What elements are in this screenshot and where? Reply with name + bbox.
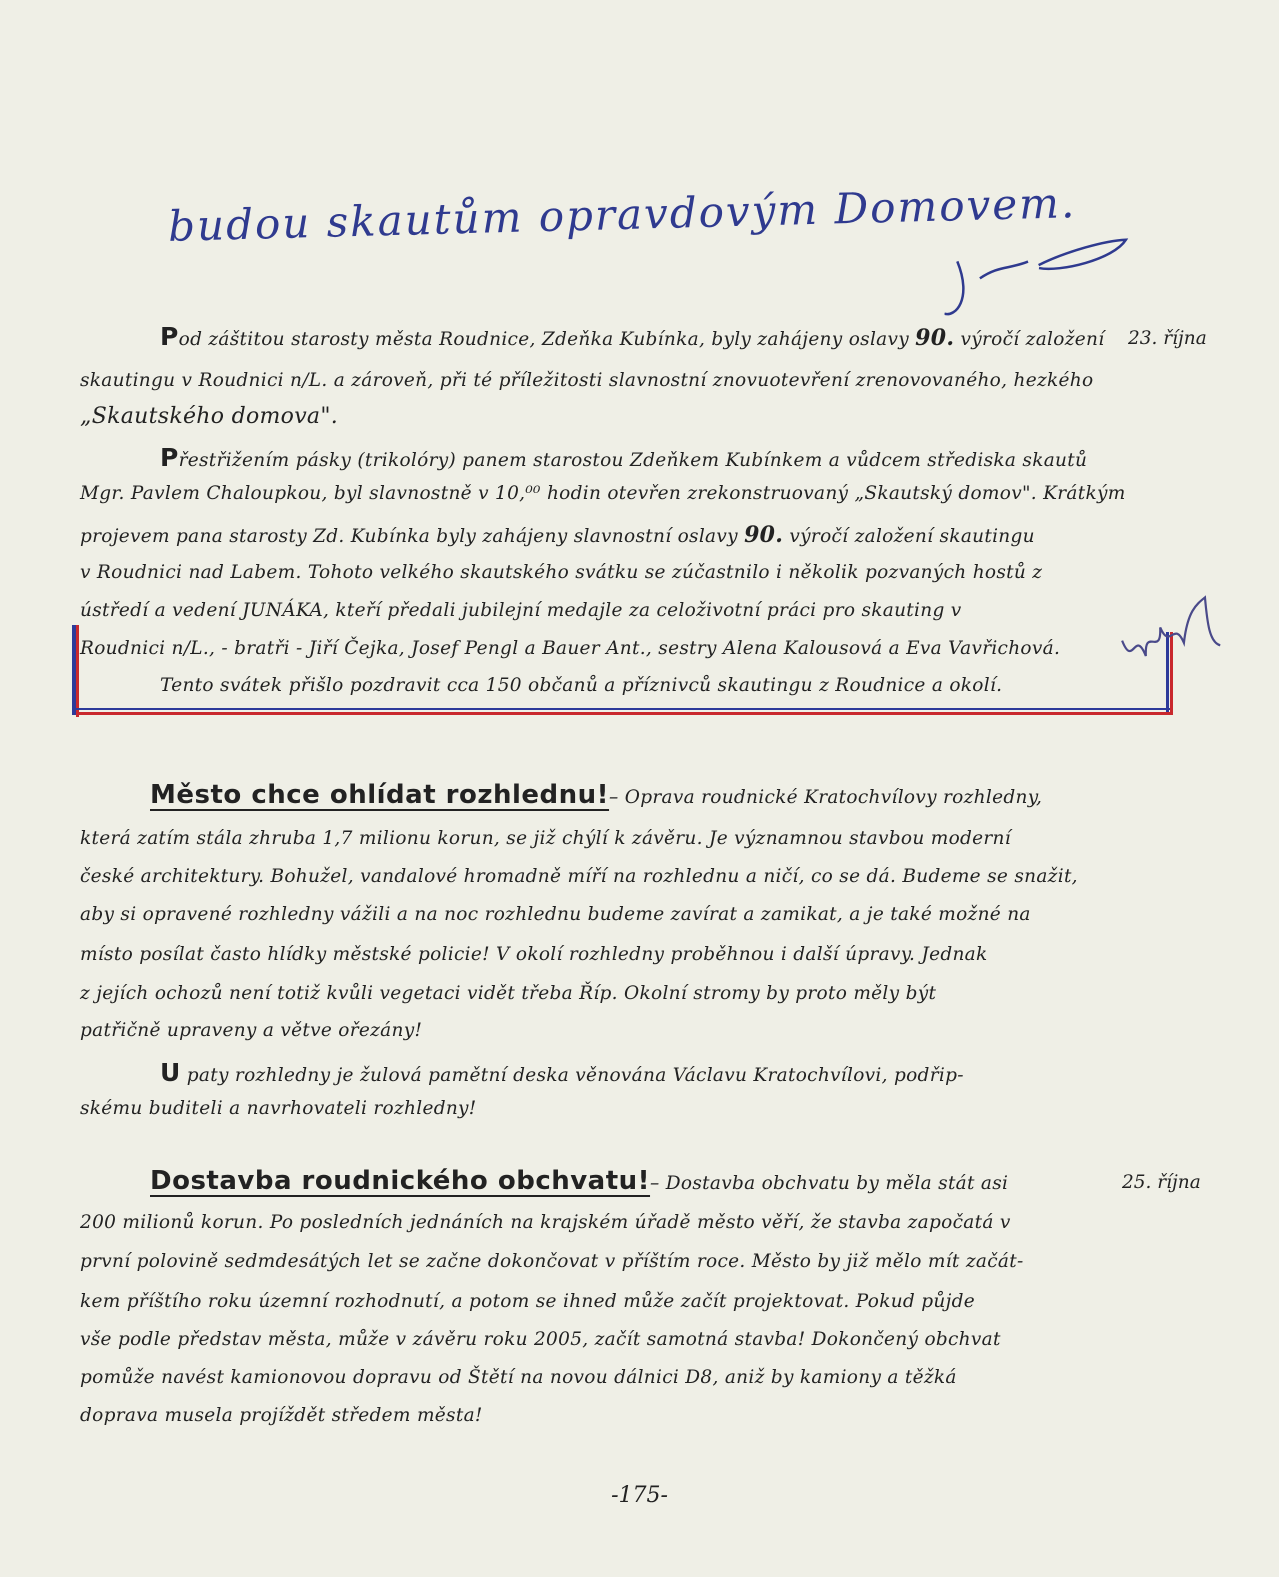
s2-line-4: kem příštího roku územní rozhodnutí, a potom se ihned může začít projektovat. Pokud půjde [80,1291,976,1312]
p2-line-3 [80,522,1190,548]
p2-line-2: Mgr. Pavlem Chaloupkou, byl slavnostně v 10,⁰⁰ hodin otevřen zrekonstruovaný „Skautský domov". Krátkým [80,483,1126,504]
s2-line-5: vše podle představ města, může v závěru roku 2005, začít samotná stavba! Dokončený obchvat [80,1329,1001,1350]
frame-red-left [76,625,79,717]
p2-line-1 [160,443,1270,472]
p2-line-6: Roudnici n/L., - bratři - Jiří Čejka, Josef Pengl a Bauer Ant., sestry Alena Kalousová a Eva Vavřichová. [80,638,1061,659]
s1-line-2: která zatím stála zhruba 1,7 milionu korun, se již chýlí k závěru. Je významnou stavbou moderní [80,828,1011,849]
p1-line-2: skautingu v Roudnici n/L. a zároveň, při té příležitosti slavnostní znovuotevření zrenovovaného, hezkého [80,370,1094,391]
handwritten-note: budou skautům opravdovým Domovem. [167,178,1077,251]
p1-line-1 [160,322,1270,351]
s2-line-2: 200 milionů korun. Po posledních jednáních na krajském úřadě město věří, že stavba započatá v [80,1212,1011,1233]
s1-heading: Město chce ohlídat rozhlednu! [150,780,610,810]
p2-text-1: řestřižením pásky (trikolóry) panem starostou Zdeňkem Kubínkem a vůdcem střediska skautů [178,450,1088,471]
p1-text-1: od záštitou starosty města Roudnice, Zdeňka Kubínka, byly zahájeny oslavy [178,329,916,350]
s1-line-9: skému buditeli a navrhovateli rozhledny! [80,1098,477,1119]
p2-initial: P [160,443,179,472]
s2-heading: Dostavba roudnického obchvatu! [150,1166,651,1196]
p1-text-1b: výročí založení [954,329,1105,350]
p2-line-5: ústředí a vedení JUNÁKA, kteří předali jubilejní medajle za celoživotní práci pro skauting v [80,600,962,621]
s1-text-8: paty rozhledny je žulová pamětní deska věnována Václavu Kratochvílovi, podřip- [180,1065,964,1086]
date-1: 23. října [1128,328,1207,349]
s2-line-7: doprava musela projíždět středem města! [80,1405,483,1426]
p2-number: 90. [744,522,784,548]
s1-line-5: místo posílat často hlídky městské policie! V okolí rozhledny proběhnou i další úpravy. Jednak [80,944,988,965]
p1-line-3: „Skautského domova". [80,404,339,429]
p2-text-3a: projevem pana starosty Zd. Kubínka byly zahájeny slavnostní oslavy [80,526,745,547]
s1-line-6: z jejích ochozů není totiž kvůli vegetaci vidět třeba Říp. Okolní stromy by proto měly být [80,983,937,1004]
s2-line-6: pomůže navést kamionovou dopravu od Štětí na novou dálnici D8, aniž by kamiony a těžká [80,1367,957,1388]
s1-line-3: české architektury. Bohužel, vandalové hromadně míří na rozhlednu a ničí, co se dá. Budeme se snažit, [80,866,1078,887]
p2-line-4: v Roudnici nad Labem. Tohoto velkého skautského svátku se zúčastnilo i několik pozvaných hostů z [80,562,1043,583]
p2-line-7: Tento svátek přišlo pozdravit cca 150 občanů a příznivců skautingu z Roudnice a okolí. [160,675,1003,696]
p1-initial: P [160,322,179,351]
signature-top-mark [935,217,1144,324]
s1-line-7: patřičně upraveny a větve ořezány! [80,1020,423,1041]
s2-line-1 [150,1166,1260,1196]
page-number: -175- [611,1483,668,1508]
s1-text-1: – Oprava roudnické Kratochvílovy rozhledny, [609,787,1043,808]
s1-initial: U [160,1058,181,1087]
p1-number: 90. [915,325,955,351]
s1-line-1 [150,780,1260,810]
frame-red-bottom [76,712,1173,715]
s1-line-8 [160,1058,1270,1087]
s2-text-1: – Dostavba obchvatu by měla stát asi [650,1173,1009,1194]
date-2: 25. října [1122,1172,1201,1193]
signature-top [935,217,1146,334]
s2-line-3: první polovině sedmdesátých let se začne dokončovat v příštím roce. Město by již mělo mít začát- [80,1251,1024,1272]
frame-blue-bottom [76,708,1170,710]
s1-line-4: aby si opravené rozhledny vážili a na noc rozhlednu budeme zavírat a zamikat, a je také možné na [80,904,1031,925]
p2-text-3b: výročí založení skautingu [783,526,1035,547]
